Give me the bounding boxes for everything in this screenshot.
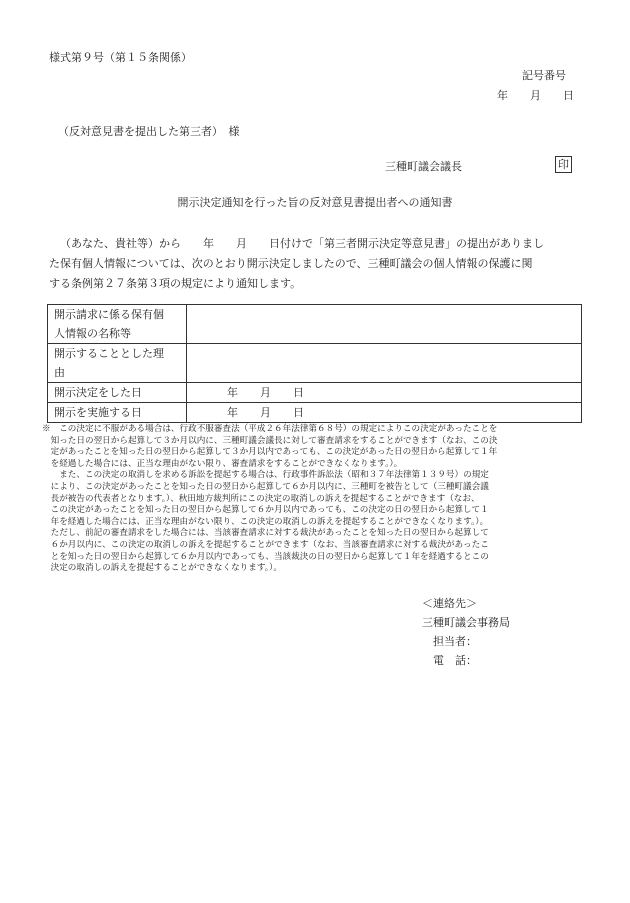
contact-block (422, 594, 510, 670)
contact-person-label: 担当者： (433, 635, 477, 648)
row-value-personal-info-name (187, 305, 582, 344)
body-line: た保有個人情報については、次のとおり開示決定しましたので、三種町議会の個人情報の保護に関 (49, 257, 533, 270)
disclosure-table (47, 304, 582, 423)
note-line: 知った日の翌日から起算して３か月以内に、三種町議会議長に対して審査請求をすることができます（なお、この決 (42, 435, 498, 446)
date-day: 日 (563, 89, 574, 102)
row-label-implementation-date: 開示を実施する日 (48, 403, 187, 423)
note-line: 長が被告の代表者となります。）、秋田地方裁判所にこの決定の取消しの訴えを提起することができます（なお、 (42, 493, 480, 504)
contact-phone-label: 電 話： (433, 654, 477, 667)
note-line: 年を経過した場合には、正当な理由がない限り、この決定の取消しの訴えを提起することができなくなります。）。 (42, 516, 489, 527)
note-line: により、この決定があったことを知った日の翌日から起算して６か月以内に、三種町を被告として（三種町議会議 (42, 481, 489, 492)
sender-title: 三種町議会議長 (385, 160, 462, 173)
issue-date (497, 87, 574, 103)
note-line: この決定があったことを知った日の翌日から起算して６か月以内であっても、この決定の日の翌日から起算して１ (42, 505, 489, 516)
reference-number-label: 記号番号 (522, 69, 566, 82)
table-row (48, 403, 582, 423)
date-month: 月 (530, 89, 541, 102)
date-year: 年 (497, 89, 508, 102)
row-label-personal-info-name: 開示請求に係る保有個 人情報の名称等 (48, 305, 187, 344)
table-row (48, 344, 582, 383)
appeal-notes (42, 424, 602, 575)
note-line: 定があったことを知った日の翌日から起算して３か月以内であっても、この決定があった日の翌日から起算して１年 (42, 447, 498, 458)
note-line: とを知った日の翌日から起算して６か月以内であっても、当該裁決の日の翌日から起算して１年を経過するとこの (42, 551, 489, 562)
seal-mark: 印 (555, 156, 572, 173)
row-value-disclosure-reason (187, 344, 582, 383)
addressee: （反対意見書を提出した第三者） 様 (58, 125, 240, 138)
contact-heading: ＜連絡先＞ (422, 597, 477, 610)
contact-office: 三種町議会事務局 (422, 616, 510, 629)
row-label-decision-date: 開示決定をした日 (48, 383, 187, 403)
note-line: ６か月以内に、この決定の取消しの訴えを提起することができます（なお、当該審査請求に対する裁決があったこ (42, 539, 489, 550)
row-value-implementation-date: 年 月 日 (187, 403, 582, 423)
body-line: する条例第２７条第３項の規定により通知します。 (49, 277, 302, 290)
form-number: 様式第９号（第１５条関係） (49, 51, 192, 64)
document-title: 開示決定通知を行った旨の反対意見書提出者への通知書 (177, 196, 453, 209)
note-line: ※ この決定に不服がある場合は、行政不服審査法（平成２６年法律第６８号）の規定によりこの決定があったことを (42, 424, 498, 434)
body-line: （あなた、貴社等）から 年 月 日付けで「第三者開示決定等意見書」の提出がありまし (60, 237, 544, 250)
note-line: ただし、前記の審査請求をした場合には、当該審査請求に対する裁決があったことを知った日の翌日から起算して (42, 528, 489, 539)
table-row (48, 383, 582, 403)
row-label-disclosure-reason: 開示することとした理 由 (48, 344, 187, 383)
note-line: 決定の取消しの訴えを提起することができなくなります。）。 (42, 563, 282, 574)
note-line: また、この決定の取消しを求める訴訟を提起する場合は、行政事件訴訟法（昭和３７年法律第１３９号）の規定 (42, 470, 489, 481)
body-paragraph (49, 234, 589, 294)
row-value-decision-date: 年 月 日 (187, 383, 582, 403)
table-row (48, 305, 582, 344)
note-line: を経過した場合には、正当な理由がない限り、審査請求をすることができなくなります。）。 (42, 458, 403, 469)
